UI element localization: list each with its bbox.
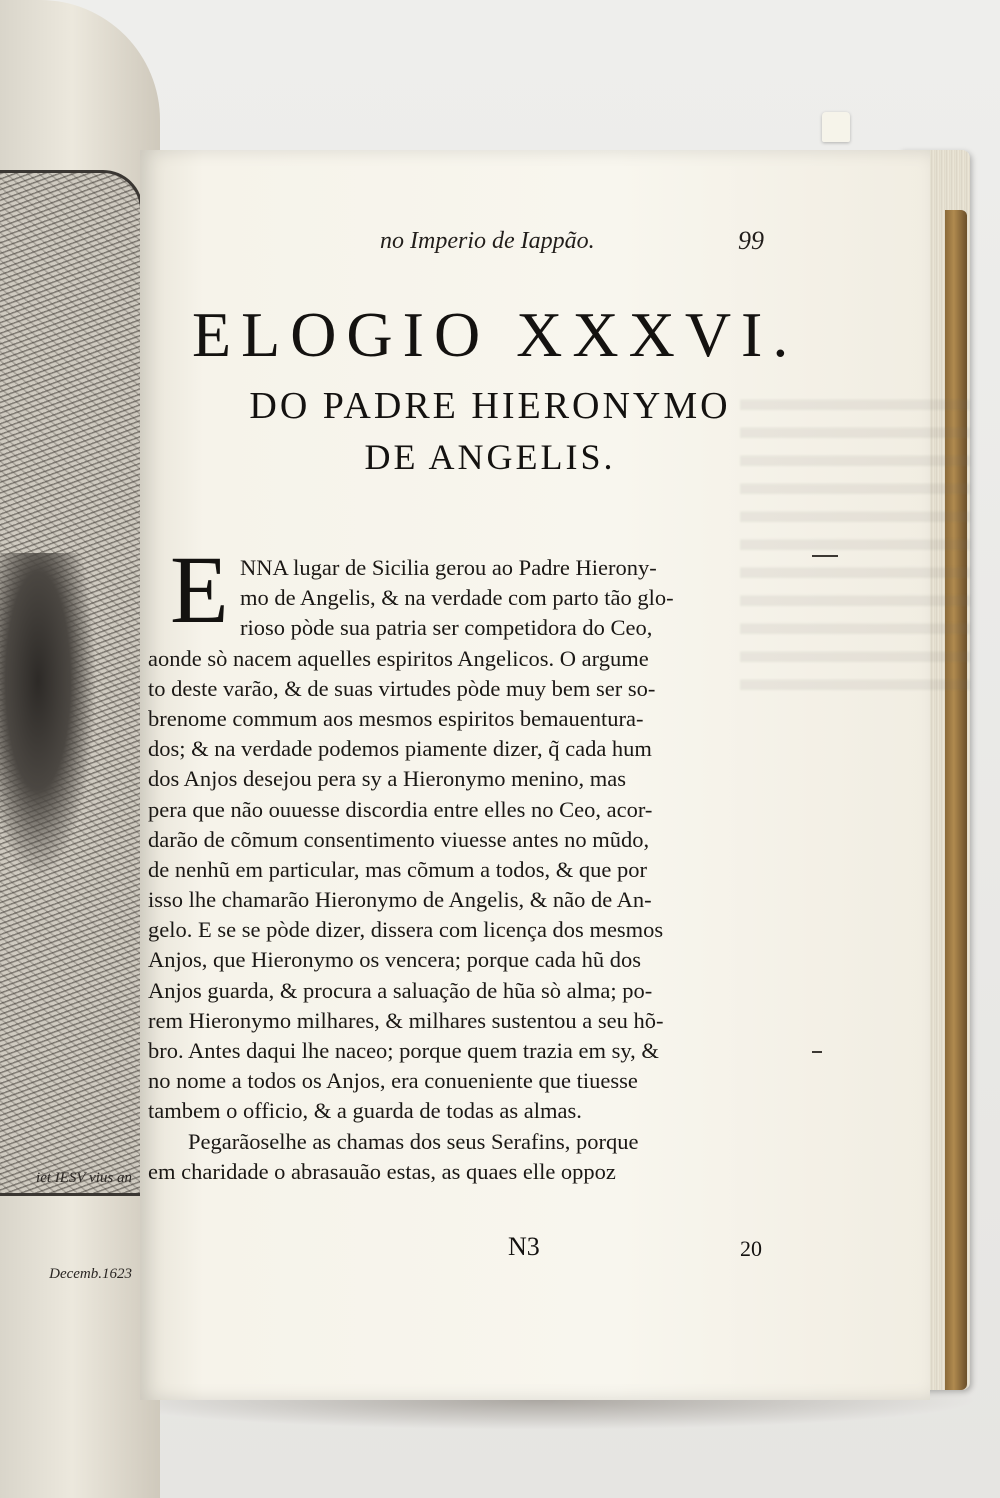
body-line: rioso pòde sua patria ser competidora do Ceo, — [240, 615, 653, 641]
engraving-figure — [0, 553, 95, 873]
left-page — [0, 0, 160, 1498]
engraving-illustration — [0, 170, 143, 1196]
chapter-subtitle-2: DE ANGELIS. — [364, 437, 616, 477]
catchword: 20 — [740, 1236, 762, 1261]
body-line: em charidade o abrasauão estas, as quaes elle oppoz — [148, 1158, 616, 1184]
engraving-caption-line-1: iet IESV vius an — [36, 1170, 132, 1186]
body-line: tambem o officio, & a guarda de todas as almas. — [148, 1098, 582, 1124]
engraving-caption-line-2: Decemb.1623 — [49, 1266, 132, 1282]
margin-mark — [812, 1051, 822, 1053]
body-line: Anjos guarda, & procura a saluação de hũa sò alma; po- — [148, 977, 653, 1003]
chapter-title: ELOGIO XXXVI. — [192, 299, 799, 370]
body-line: isso lhe chamarão Hieronymo de Angelis, & não de An- — [148, 887, 652, 913]
drop-cap: E — [170, 536, 229, 643]
running-head: no Imperio de Iappão. — [380, 228, 595, 254]
body-line: bro. Antes daqui lhe naceo; porque quem trazia em sy, & — [148, 1038, 659, 1063]
body-line: dos; & na verdade podemos piamente dizer, q̃ cada hum — [148, 736, 652, 762]
body-line: Pegarãoselhe as chamas dos seus Serafins, porque — [188, 1128, 639, 1154]
body-line: dos Anjos desejou pera sy a Hieronymo menino, mas — [148, 766, 627, 792]
chapter-subtitle: DO PADRE HIERONYMO — [249, 385, 731, 427]
margin-mark — [812, 555, 838, 557]
page-number: 99 — [738, 226, 764, 255]
body-line: brenome commum aos mesmos espiritos bemauentura- — [148, 705, 644, 731]
body-line: mo de Angelis, & na verdade com parto tão glo- — [240, 585, 674, 611]
body-text — [148, 553, 798, 1187]
body-line: darão de cõmum consentimento viuesse antes no mũdo, — [148, 826, 650, 852]
body-line: to deste varão, & de suas virtudes pòde muy bem ser so- — [148, 675, 656, 701]
body-line: pera que não ouuesse discordia entre elles no Ceo, acor- — [148, 796, 653, 822]
body-line: gelo. E se se pòde dizer, dissera com licença dos mesmos — [148, 917, 664, 943]
body-line: rem Hieronymo milhares, & milhares sustentou a seu hõ- — [148, 1007, 664, 1033]
engraving-caption — [0, 1098, 132, 1354]
body-line: aonde sò nacem aquelles espiritos Angelicos. O argume — [148, 645, 649, 671]
body-line: de nenhũ em particular, mas cõmum a todos, & que por — [148, 856, 647, 882]
bookmark-tab — [822, 112, 850, 142]
body-line: no nome a todos os Anjos, era conueniente que tiuesse — [148, 1068, 638, 1094]
body-line: NNA lugar de Sicilia gerou ao Padre Hierony- — [240, 555, 657, 580]
body-line: Anjos, que Hieronymo os vencera; porque cada hũ dos — [148, 947, 641, 973]
book-cover-edge — [945, 210, 967, 1390]
signature-mark: N3 — [508, 1232, 540, 1261]
